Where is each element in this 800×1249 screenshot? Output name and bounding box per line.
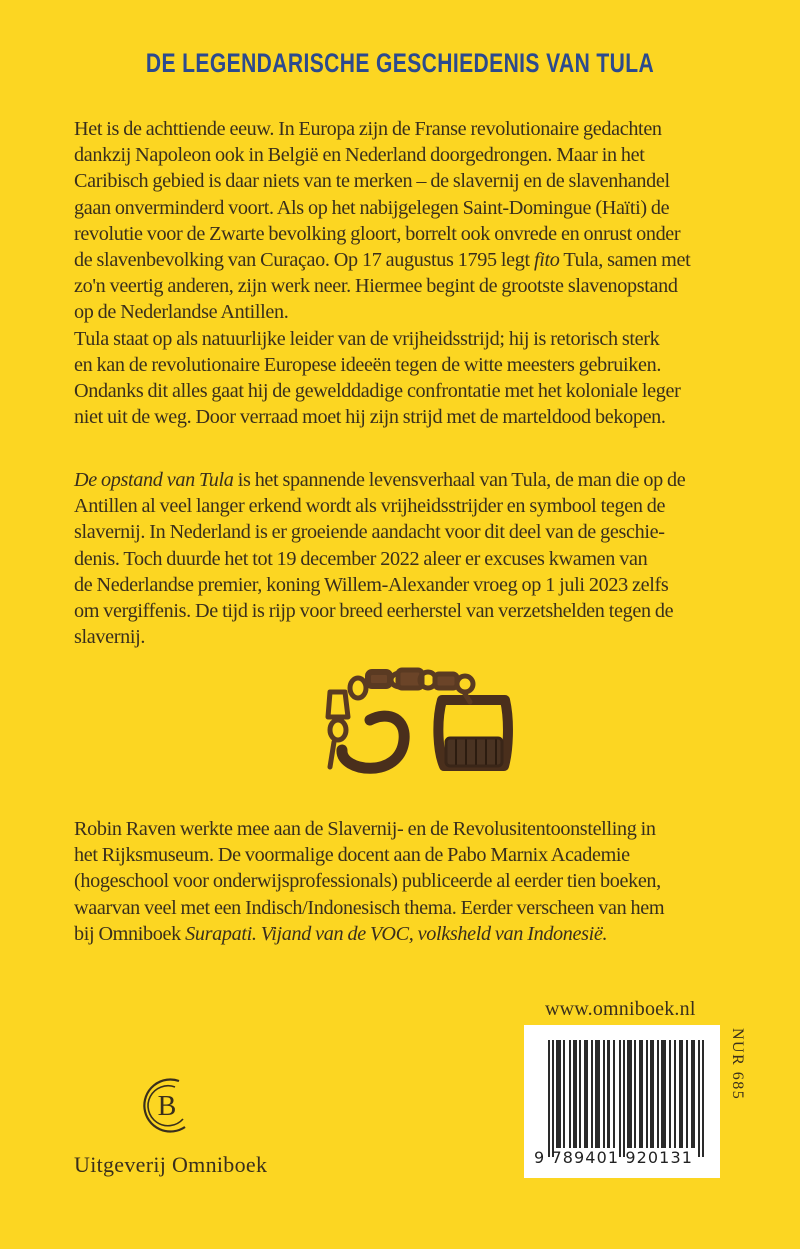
text-line: dankzij Napoleon ook in België en Nederland doorgedrongen. Maar in het	[74, 144, 645, 167]
text-line: Tula staat op als natuurlijke leider van de vrijheidsstrijd; hij is retorisch sterk	[74, 327, 660, 350]
previous-book-title-italic: Surapati. Vijand van de VOC, volksheld van Indonesië.	[185, 922, 608, 945]
text-line: het Rijksmuseum. De voormalige docent aan de Pabo Marnix Academie	[74, 844, 630, 867]
text-line: Caribisch gebied is daar niets van te merken – de slavernij en de slavenhandel	[74, 170, 670, 193]
barcode-bars-icon	[548, 1040, 704, 1157]
blurb-paragraph-2	[74, 467, 744, 650]
blurb-paragraph-1	[74, 116, 744, 430]
author-bio	[74, 816, 744, 947]
text-line: Het is de achttiende eeuw. In Europa zijn de Franse revolutionaire gedachten	[74, 118, 662, 140]
text-line: zo'n veertig anderen, zijn werk neer. Hiermee begint de grootste slavenopstand	[74, 275, 678, 298]
isbn-number: 9 789401 920131	[534, 1148, 694, 1167]
text-line	[74, 247, 744, 273]
text-line: Ondanks dit alles gaat hij de gewelddadige confrontatie met het koloniale leger	[74, 380, 681, 403]
isbn-barcode	[524, 1025, 720, 1178]
text-line: en kan de revolutionaire Europese ideeën tegen de witte meesters gebruiken.	[74, 353, 662, 376]
text-line: om vergiffenis. De tijd is rijp voor breed eerherstel van verzetshelden tegen de	[74, 600, 674, 623]
text-line: niet uit de weg. Door verraad moet hij zijn strijd met de marteldood bekopen.	[74, 406, 666, 429]
text-line: slavernij.	[74, 626, 146, 649]
italic-term-fito: fito	[533, 249, 560, 272]
omniboek-logo-icon	[135, 1075, 195, 1137]
text-line: op de Nederlandse Antillen.	[74, 301, 289, 324]
text-line: waarvan veel met een Indisch/Indonesisch thema. Eerder verscheen van hem	[74, 896, 665, 919]
text-line	[74, 467, 744, 493]
publisher-url: www.omniboek.nl	[545, 998, 696, 1020]
text-line: (hogeschool voor onderwijsprofessionals) publiceerde al eerder tien boeken,	[74, 870, 661, 893]
text-span: is het spannende levensverhaal van Tula, de man die op de	[233, 469, 686, 491]
publisher-name: Uitgeverij Omniboek	[74, 1152, 268, 1177]
shackles-icon	[300, 662, 520, 782]
svg-text:B: B	[157, 1091, 177, 1122]
nur-code: NUR 685	[729, 1028, 746, 1101]
back-cover-title: DE LEGENDARISCHE GESCHIEDENIS VAN TULA	[145, 48, 655, 78]
book-title-italic: De opstand van Tula	[74, 469, 234, 491]
text-line: slavernij. In Nederland is er groeiende aandacht voor dit deel van de geschie-	[74, 521, 665, 544]
text-line: revolutie voor de Zwarte bevolking gloort, borrelt ook onvrede en onrust onder	[74, 222, 681, 245]
text-line: denis. Toch duurde het tot 19 december 2022 aleer er excuses kwamen van	[74, 547, 648, 570]
text-span: bij Omniboek	[74, 922, 186, 945]
text-line: de Nederlandse premier, koning Willem-Alexander vroeg op 1 juli 2023 zelfs	[74, 573, 669, 596]
text-line: Antillen al veel langer erkend wordt als vrijheidsstrijder en symbool tegen de	[74, 495, 666, 518]
text-line: gaan onverminderd voort. Als op het nabijgelegen Saint-Domingue (Haïti) de	[74, 196, 670, 219]
text-line: Robin Raven werkte mee aan de Slavernij- en de Revolusitentoonstelling in	[74, 818, 656, 840]
text-span: de slavenbevolking van Curaçao. Op 17 augustus 1795 legt	[74, 249, 534, 272]
text-span: Tula, samen met	[559, 249, 691, 272]
text-line	[74, 921, 744, 947]
